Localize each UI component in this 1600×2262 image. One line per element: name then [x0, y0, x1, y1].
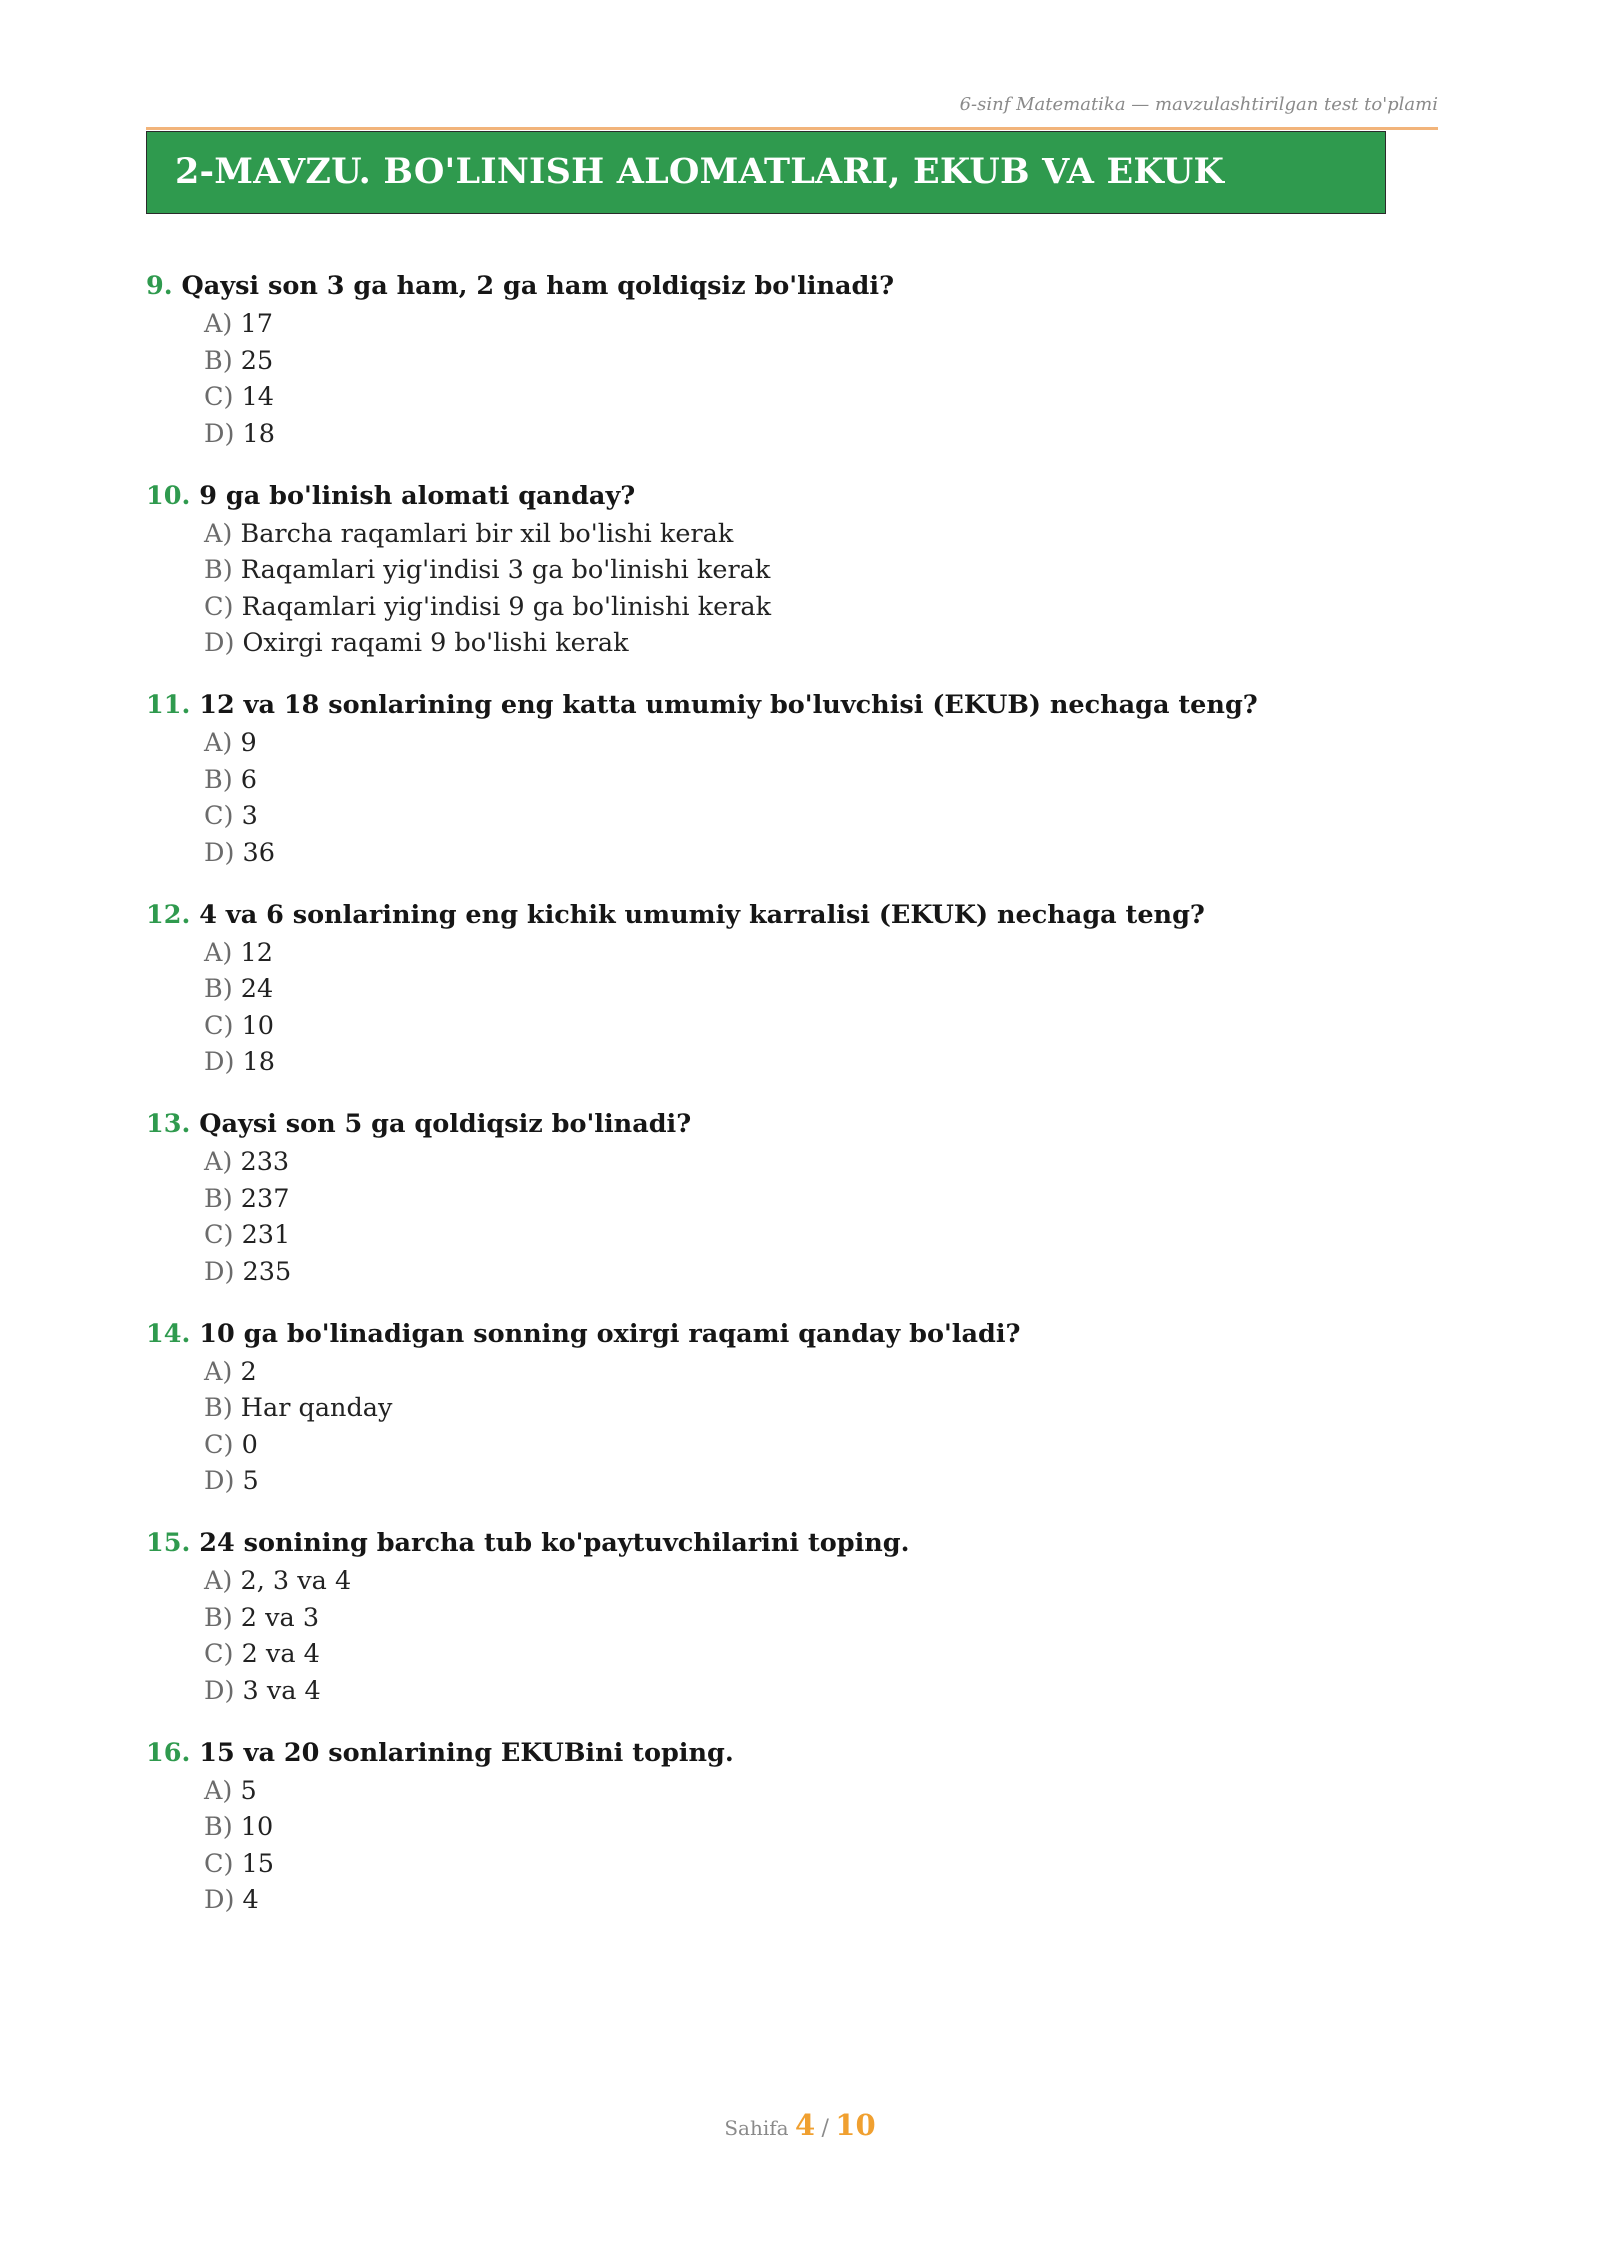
question-body: 10 ga bo'linadigan sonning oxirgi raqami qanday bo'ladi?	[199, 1318, 1021, 1349]
option-text: Raqamlari yig'indisi 3 ga bo'linishi kerak	[240, 555, 771, 585]
option-letter: D)	[204, 1675, 235, 1706]
option-letter: C)	[204, 382, 234, 412]
answer-option	[204, 416, 1446, 453]
answer-options	[146, 1773, 1446, 1919]
question-body: 4 va 6 sonlarining eng kichik umumiy karralisi (EKUK) nechaga teng?	[199, 899, 1205, 930]
question-number: 13.	[146, 1109, 191, 1139]
option-text: Raqamlari yig'indisi 9 ga bo'linishi kerak	[241, 591, 772, 622]
option-letter: B)	[204, 555, 233, 585]
option-letter: C)	[204, 1429, 234, 1460]
option-text: 25	[240, 345, 274, 376]
question-item	[146, 895, 1446, 1081]
question-list	[146, 266, 1446, 1942]
header-rule	[146, 127, 1438, 130]
question-body: Qaysi son 3 ga ham, 2 ga ham qoldiqsiz bo'linadi?	[181, 271, 895, 301]
option-text: Har qanday	[240, 1393, 393, 1423]
option-letter: B)	[204, 1602, 233, 1633]
option-text: 12	[240, 937, 273, 968]
question-body: Qaysi son 5 ga qoldiqsiz bo'linadi?	[199, 1109, 692, 1139]
option-letter: A)	[204, 937, 233, 968]
answer-option	[204, 1463, 1446, 1500]
option-text: 14	[241, 382, 275, 412]
question-text	[146, 685, 1446, 725]
page-label: Sahifa	[724, 2116, 789, 2140]
option-text: 233	[240, 1147, 290, 1177]
option-text: Oxirgi raqami 9 bo'lishi kerak	[242, 628, 629, 658]
option-letter: C)	[204, 1010, 234, 1041]
option-letter: D)	[204, 628, 235, 658]
question-number: 11.	[146, 690, 191, 720]
answer-option	[204, 1846, 1446, 1883]
option-letter: C)	[204, 801, 234, 831]
answer-options	[146, 306, 1446, 452]
option-letter: B)	[204, 974, 233, 1004]
question-text	[146, 895, 1446, 935]
option-letter: A)	[204, 1147, 233, 1177]
page-footer	[0, 2108, 1600, 2142]
answer-option	[204, 762, 1446, 799]
answer-option	[204, 1563, 1446, 1600]
answer-options	[146, 1354, 1446, 1500]
option-text: 24	[240, 974, 274, 1004]
answer-option	[204, 935, 1446, 972]
page-separator: /	[821, 2116, 829, 2141]
option-text: 36	[242, 837, 275, 868]
answer-option	[204, 725, 1446, 762]
option-letter: A)	[204, 1566, 233, 1596]
answer-option	[204, 1636, 1446, 1673]
option-letter: D)	[204, 1047, 235, 1077]
option-text: 2 va 4	[241, 1639, 320, 1669]
question-number: 10.	[146, 480, 191, 511]
answer-option	[204, 971, 1446, 1008]
question-text	[146, 1523, 1446, 1563]
topic-title: 2-MAVZU. BO'LINISH ALOMATLARI, EKUB VA EKUK	[175, 151, 1225, 192]
question-number: 15.	[146, 1528, 191, 1558]
option-letter: C)	[204, 591, 234, 622]
option-letter: B)	[204, 1812, 233, 1842]
answer-options	[146, 725, 1446, 871]
option-letter: D)	[204, 837, 235, 868]
option-text: 4	[242, 1885, 259, 1915]
option-letter: D)	[204, 1466, 235, 1496]
answer-option	[204, 1600, 1446, 1637]
option-text: 2	[240, 1356, 257, 1387]
option-text: 2, 3 va 4	[240, 1566, 352, 1596]
question-item	[146, 266, 1446, 452]
question-body: 9 ga bo'linish alomati qanday?	[199, 480, 636, 511]
option-text: 231	[241, 1220, 291, 1250]
question-item	[146, 476, 1446, 662]
option-letter: B)	[204, 1393, 233, 1423]
topic-banner	[146, 131, 1386, 214]
total-pages-number: 10	[835, 2108, 876, 2142]
answer-option	[204, 1673, 1446, 1710]
option-text: 10	[241, 1010, 275, 1041]
question-body: 12 va 18 sonlarining eng katta umumiy bo'luvchisi (EKUB) nechaga teng?	[199, 690, 1258, 720]
answer-options	[146, 516, 1446, 662]
question-text	[146, 1733, 1446, 1773]
question-number: 16.	[146, 1737, 191, 1768]
option-text: 3	[241, 801, 258, 831]
question-text	[146, 476, 1446, 516]
question-text	[146, 1314, 1446, 1354]
answer-option	[204, 1181, 1446, 1218]
answer-option	[204, 1217, 1446, 1254]
option-letter: C)	[204, 1639, 234, 1669]
question-item	[146, 685, 1446, 871]
option-text: 9	[240, 728, 257, 758]
answer-option	[204, 343, 1446, 380]
option-letter: C)	[204, 1220, 234, 1250]
answer-option	[204, 798, 1446, 835]
running-header: 6-sinf Matematika — mavzulashtirilgan test to'plami	[959, 94, 1438, 115]
option-text: 6	[240, 764, 258, 795]
answer-option	[204, 306, 1446, 343]
option-letter: A)	[204, 518, 233, 549]
question-item	[146, 1104, 1446, 1290]
option-text: 17	[240, 309, 273, 339]
answer-option	[204, 1144, 1446, 1181]
answer-option	[204, 1254, 1446, 1291]
question-text	[146, 1104, 1446, 1144]
option-text: Barcha raqamlari bir xil bo'lishi kerak	[240, 518, 734, 549]
answer-option	[204, 516, 1446, 553]
option-letter: B)	[204, 345, 233, 376]
option-text: 5	[240, 1775, 257, 1806]
question-body: 15 va 20 sonlarining EKUBini toping.	[199, 1737, 734, 1768]
question-number: 14.	[146, 1318, 191, 1349]
option-text: 15	[241, 1848, 275, 1879]
question-body: 24 sonining barcha tub ko'paytuvchilarini toping.	[199, 1528, 910, 1558]
question-item	[146, 1314, 1446, 1500]
answer-option	[204, 835, 1446, 872]
option-letter: D)	[204, 1885, 235, 1915]
option-text: 18	[242, 1047, 275, 1077]
question-number: 9.	[146, 271, 173, 301]
answer-option	[204, 589, 1446, 626]
answer-options	[146, 1144, 1446, 1290]
answer-option	[204, 1773, 1446, 1810]
option-text: 235	[242, 1256, 292, 1287]
answer-option	[204, 1390, 1446, 1427]
option-letter: B)	[204, 764, 233, 795]
answer-option	[204, 1882, 1446, 1919]
question-item	[146, 1733, 1446, 1919]
answer-option	[204, 1809, 1446, 1846]
option-letter: D)	[204, 1256, 235, 1287]
option-text: 3 va 4	[242, 1675, 321, 1706]
option-text: 18	[242, 418, 275, 449]
option-letter: A)	[204, 1775, 233, 1806]
question-text	[146, 266, 1446, 306]
option-letter: C)	[204, 1848, 234, 1879]
question-item	[146, 1523, 1446, 1709]
option-text: 5	[242, 1466, 259, 1496]
answer-option	[204, 625, 1446, 662]
answer-option	[204, 1044, 1446, 1081]
current-page-number: 4	[794, 2108, 816, 2142]
option-letter: A)	[204, 309, 233, 339]
answer-options	[146, 1563, 1446, 1709]
option-letter: A)	[204, 728, 233, 758]
option-text: 237	[240, 1183, 290, 1214]
answer-option	[204, 379, 1446, 416]
question-number: 12.	[146, 899, 191, 930]
answer-options	[146, 935, 1446, 1081]
answer-option	[204, 1354, 1446, 1391]
option-text: 10	[240, 1812, 274, 1842]
option-letter: D)	[204, 418, 235, 449]
answer-option	[204, 1427, 1446, 1464]
option-letter: B)	[204, 1183, 233, 1214]
option-text: 0	[241, 1429, 258, 1460]
option-letter: A)	[204, 1356, 233, 1387]
answer-option	[204, 1008, 1446, 1045]
answer-option	[204, 552, 1446, 589]
option-text: 2 va 3	[240, 1602, 320, 1633]
